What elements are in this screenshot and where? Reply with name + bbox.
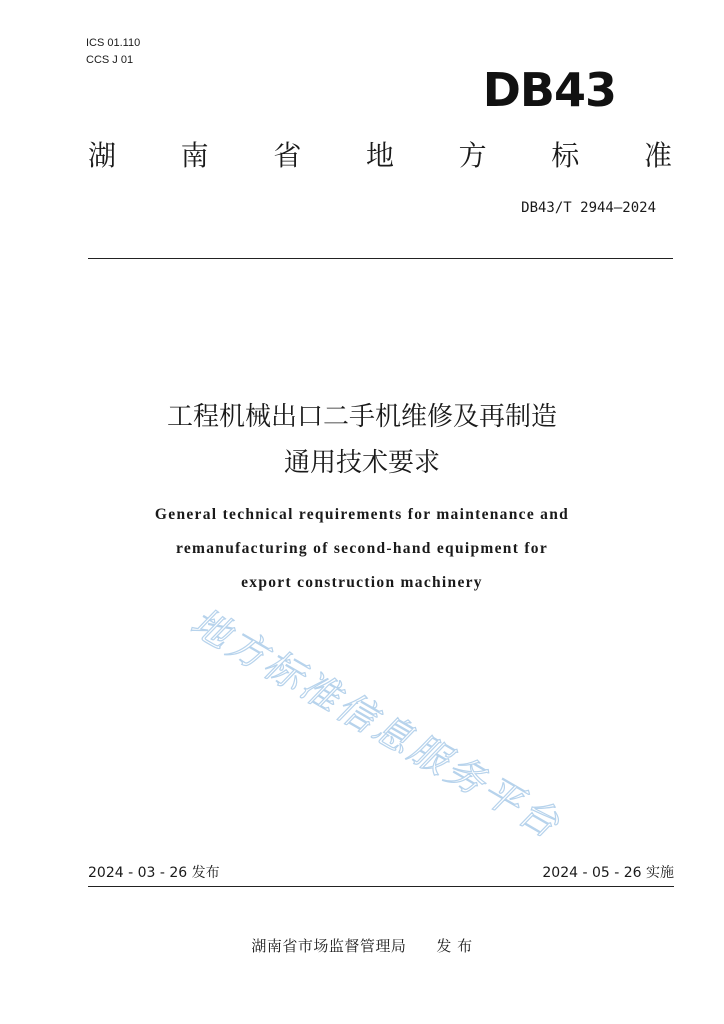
- standard-type-char: 湖: [88, 139, 117, 172]
- classification-codes: [86, 35, 140, 69]
- standard-type-heading: [88, 136, 672, 176]
- english-title-line-2: remanufacturing of second-hand equipment for: [175, 540, 549, 557]
- publish-action: 发 布: [436, 937, 473, 955]
- standard-type-char: 地: [365, 139, 394, 172]
- watermark-text: 地方标准信息服务平台: [183, 600, 570, 848]
- chinese-title: [0, 394, 724, 486]
- standard-type-char: 方: [458, 139, 487, 172]
- ccs-code: CCS J 01: [86, 54, 134, 66]
- implementation-date: 2024 - 05 - 26 实施: [542, 865, 674, 881]
- standard-number: DB43/T 2944—2024: [521, 200, 656, 216]
- standard-type-char: 标: [551, 139, 580, 172]
- ics-code: ICS 01.110: [86, 37, 141, 49]
- watermark: [178, 600, 598, 850]
- english-title: [0, 498, 724, 600]
- chinese-title-line-2: 通用技术要求: [283, 448, 440, 478]
- standard-type-char: 准: [643, 139, 672, 172]
- publishing-authority: 湖南省市场监督管理局: [251, 937, 407, 955]
- english-title-line-1: General technical requirements for maintenance and: [154, 506, 570, 523]
- chinese-title-line-1: 工程机械出口二手机维修及再制造: [166, 402, 557, 432]
- dates-row: [88, 862, 674, 882]
- english-title-line-3: export construction machinery: [241, 574, 483, 591]
- publisher-line: [0, 935, 724, 956]
- standard-type-char: 南: [180, 139, 209, 172]
- standard-type-char: 省: [273, 139, 302, 172]
- bottom-divider: [88, 886, 674, 887]
- issue-date: 2024 - 03 - 26 发布: [88, 865, 220, 881]
- top-divider: [88, 258, 673, 259]
- db43-logo: DB43: [482, 63, 616, 117]
